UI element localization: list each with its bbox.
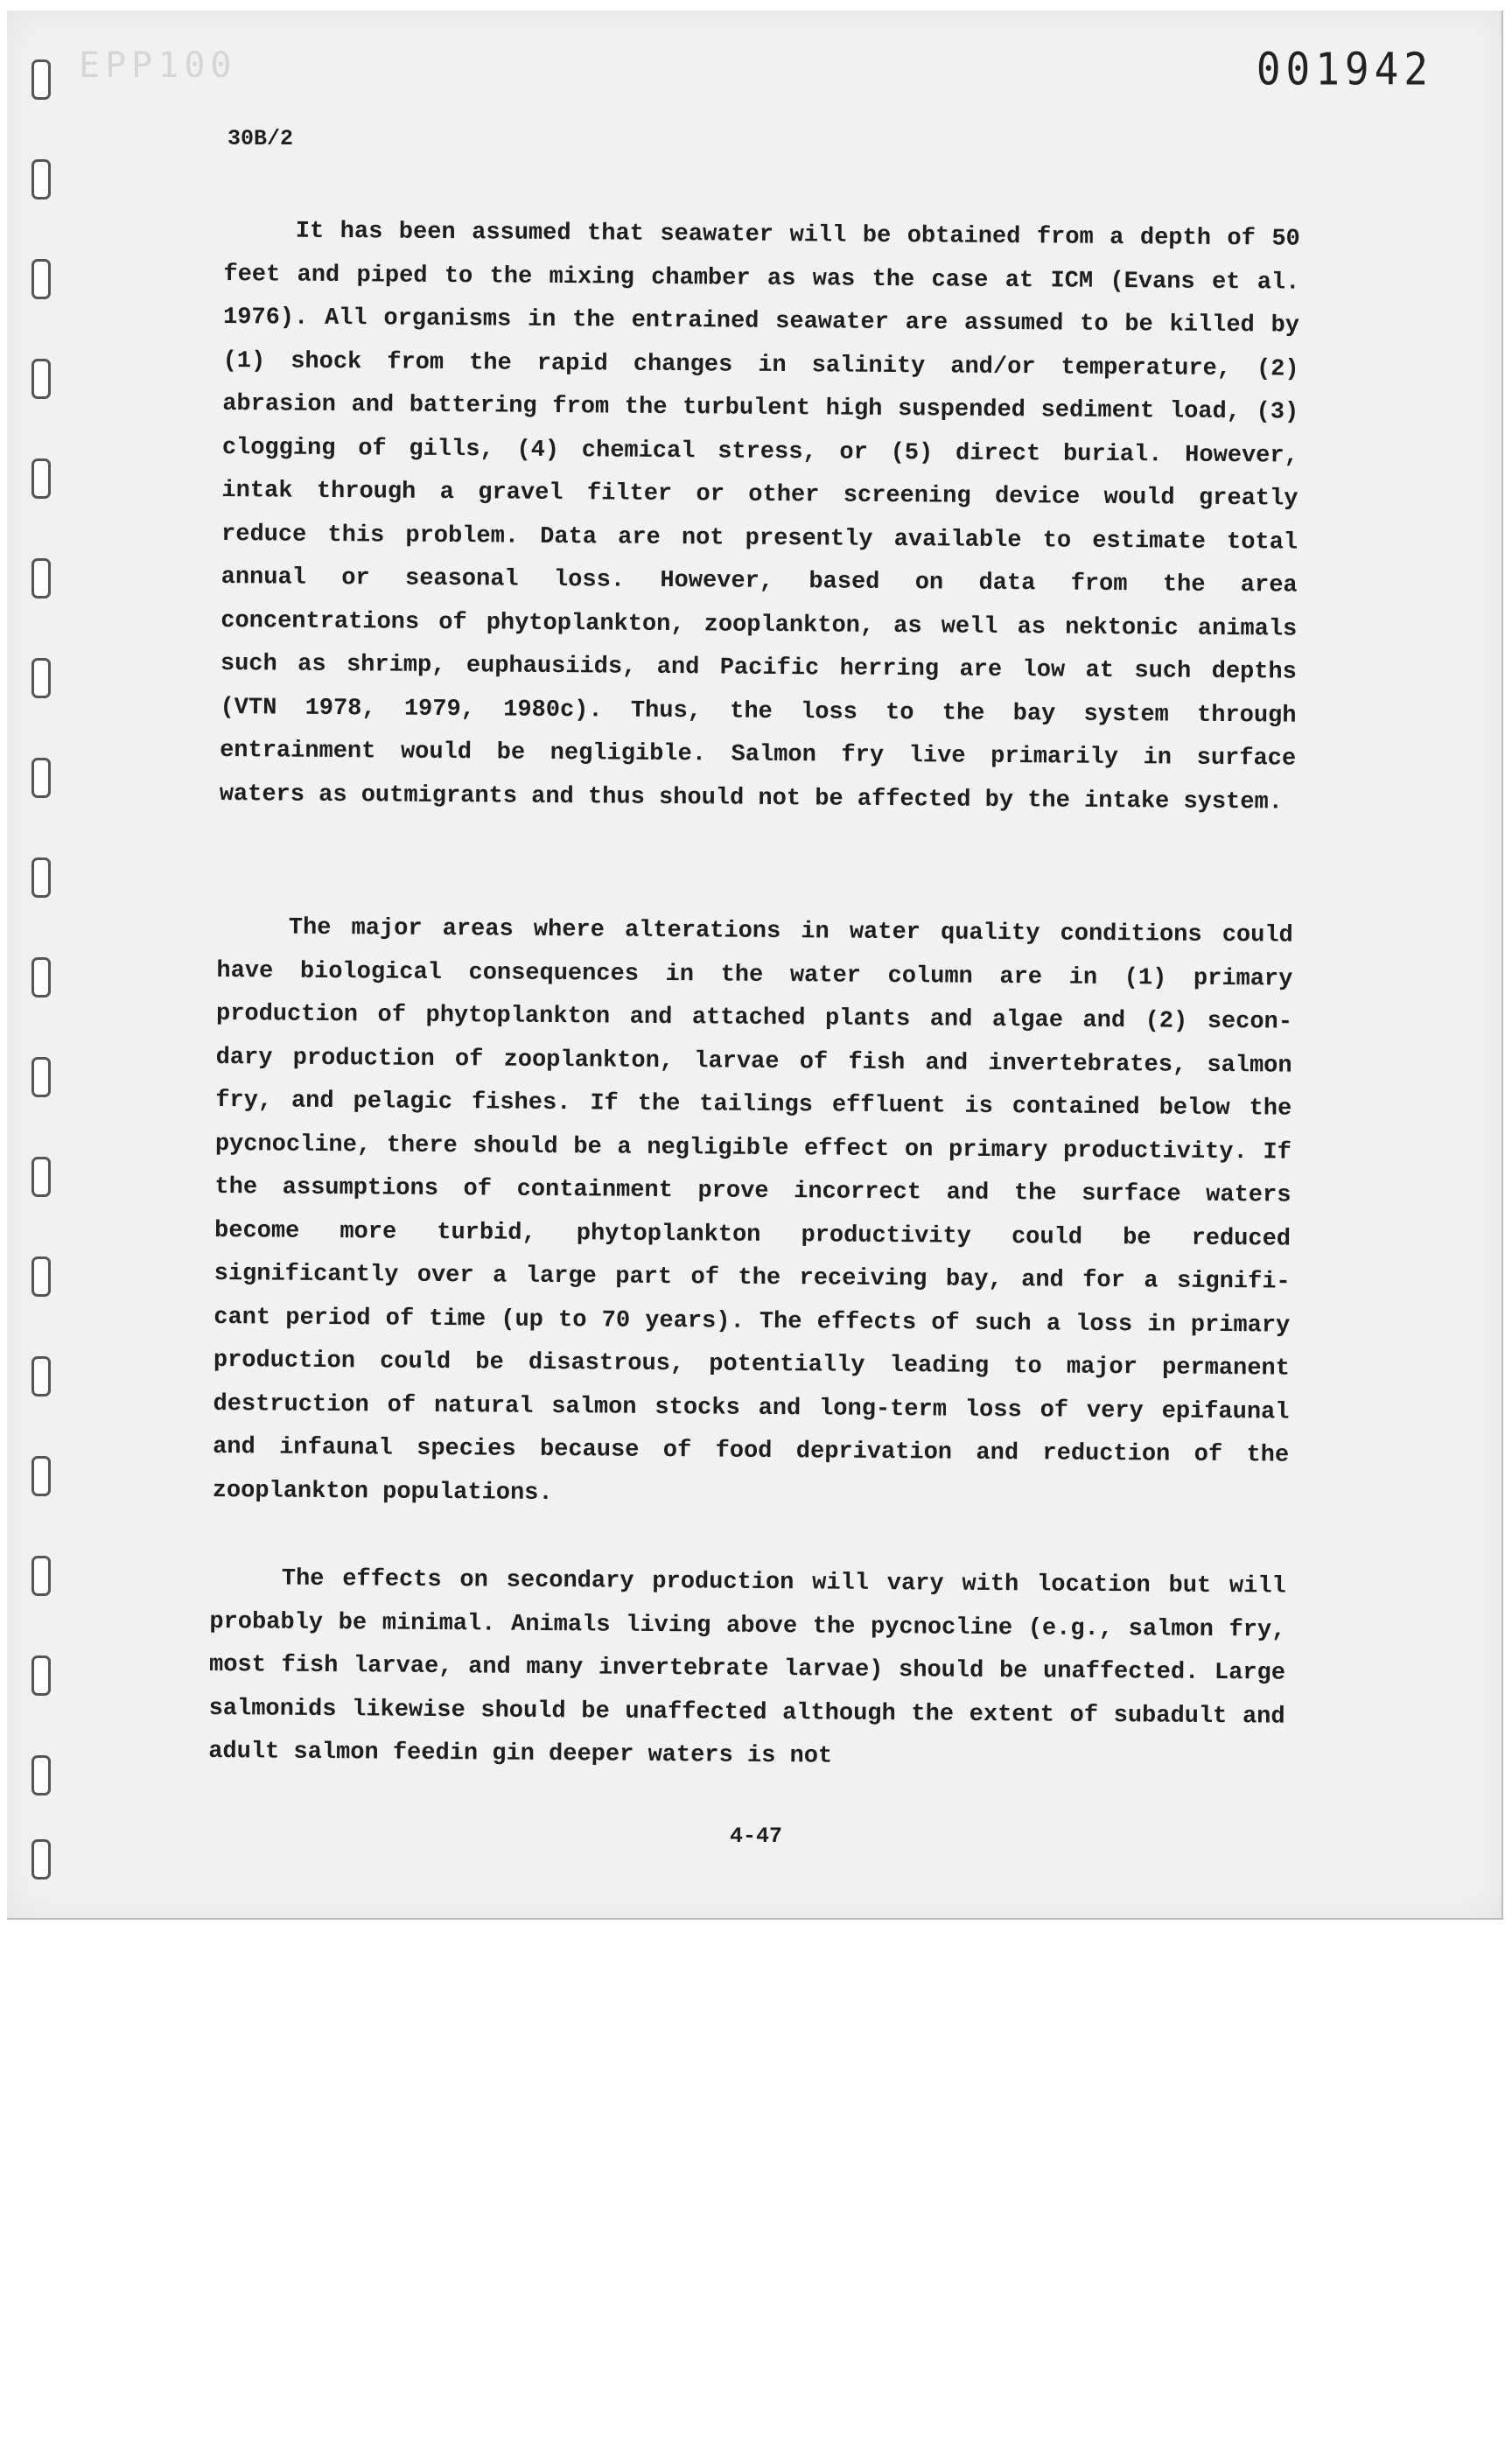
binder-hole [32, 1755, 51, 1796]
binder-hole [32, 957, 51, 998]
binder-hole [32, 60, 51, 100]
document-number-stamp: 001942 [1256, 43, 1433, 95]
binder-hole [32, 1157, 51, 1197]
binder-hole [32, 558, 51, 598]
binder-hole [32, 1456, 51, 1496]
document-page [7, 10, 1503, 1920]
paragraph: The major areas where alterations in water quality conditions could have biological consequences in the water column are in (1) primary production of phytoplankton and attached plants and algae and (2) secon-dary production of zooplankton, larvae of fish and invertebrates, salmon fry, and pelagic fishes. If the tailings effluent is contained below the pycnocline, there should be a negligible effect on primary productivity. If the assumptions of containment prove incorrect and the surface waters become more turbid, phytoplankton productivity could be reduced significantly over a large part of the receiving bay, and for a signifi-cant period of time (up to 70 years). The effects of such a loss in primary production could be disastrous, potentially leading to major permanent destruction of natural salmon stocks and long-term loss of very epifaunal and infaunal species because of food deprivation and reduction of the zooplankton populations. [212, 914, 1293, 1507]
binder-hole [32, 1656, 51, 1696]
paragraph: The effects on secondary production will vary with location but will probably be minimal. Animals living above the pycnocline (e.g., salmon fry, most fish larvae, and many invertebrate larvae) should be unaffected. Large salmonids likewise should be unaffected although the extent of subadult and adult salmon feedin gin deeper waters is not [208, 1565, 1286, 1770]
binder-hole [32, 159, 51, 200]
binder-hole [32, 1356, 51, 1396]
binder-hole [32, 458, 51, 499]
binder-hole [32, 359, 51, 399]
paragraph: It has been assumed that seawater will be obtained from a depth of 50 feet and piped to the mixing chamber as was the case at ICM (Evans et al. 1976). All organisms in the entrained seawater are assumed to be killed by (1) shock from the rapid changes in salinity and/or temperature, (2) abrasion and battering from the turbulent high suspended sediment load, (3) clogging of gills, (4) chemical stress, or (5) direct burial. However, intak through a gravel filter or other screening device would greatly reduce this problem. Data are not presently available to estimate total annual or seasonal loss. However, based on data from the area concentrations of phytoplankton, zooplankton, as well as nektonic animals such as shrimp, euphausiids, and Pacific herring are low at such depths (VTN 1978, 1979, 1980c). Thus, the loss to the bay system through entrainment would be negligible. Salmon fry live primarily in surface waters as outmigrants and thus should not be affected by the intake system. [219, 218, 1300, 816]
binder-hole [32, 1057, 51, 1097]
page-number: 4-47 [730, 1824, 783, 1849]
faint-stamp: EPP100 [79, 46, 237, 86]
binder-hole [32, 1556, 51, 1596]
binder-hole [32, 259, 51, 299]
binder-hole [32, 1256, 51, 1297]
binder-hole [32, 758, 51, 798]
binder-hole [32, 858, 51, 898]
binder-hole [32, 1839, 51, 1880]
binder-hole [32, 658, 51, 698]
document-code: 30B/2 [228, 126, 294, 151]
